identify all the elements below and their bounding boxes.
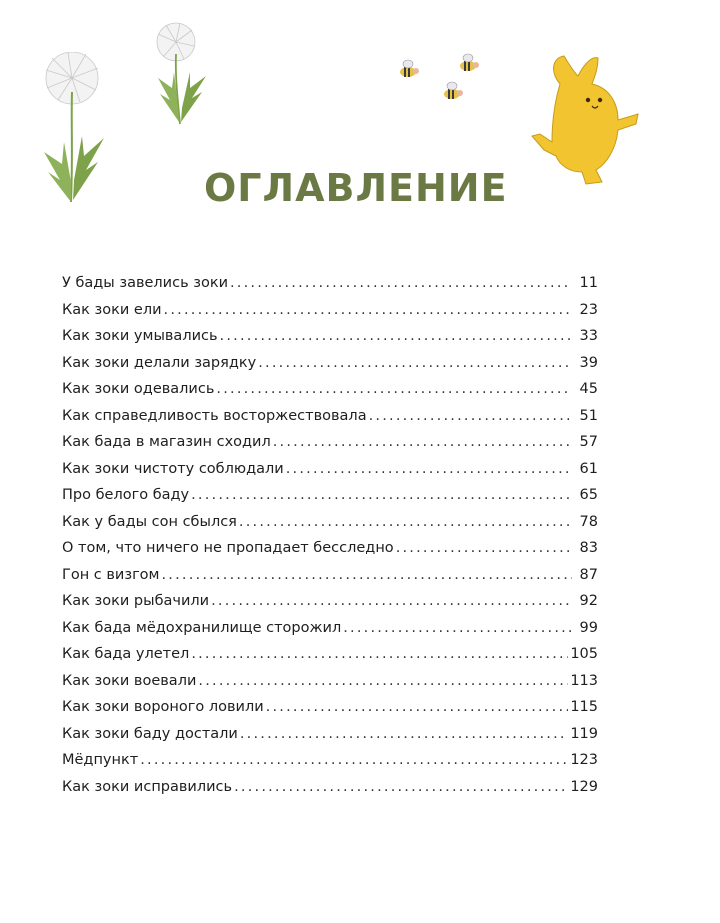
toc-leader-dots <box>369 403 572 430</box>
toc-entry <box>62 350 598 377</box>
toc-entry-page-number: 65 <box>579 487 598 503</box>
toc-entry <box>62 774 598 801</box>
toc-entry-title: У бады завелись зоки <box>62 275 228 291</box>
toc-entry-title: Как у бады сон сбылся <box>62 513 237 530</box>
toc-entry-page-number: 23 <box>579 301 598 318</box>
toc-entry-page-number: 61 <box>579 460 598 477</box>
toc-leader-dots <box>234 774 568 801</box>
toc-entry-title: Как зоки умывались <box>62 328 218 344</box>
toc-entry-page-number: 51 <box>579 407 598 424</box>
toc-entry <box>62 535 598 562</box>
toc-leader-dots <box>140 747 568 774</box>
toc-entry-page-number: 105 <box>570 646 598 662</box>
toc-entry-title: Как зоки чистоту соблюдали <box>62 460 284 477</box>
toc-entry-page-number: 92 <box>579 593 598 609</box>
toc-entry-page-number: 39 <box>579 354 598 371</box>
toc-entry-page-number: 33 <box>579 328 598 344</box>
toc-leader-dots <box>164 297 572 324</box>
toc-leader-dots <box>230 270 572 297</box>
toc-entry <box>62 747 598 774</box>
toc-entry-title: Как бада мёдохранилище сторожил <box>62 619 342 636</box>
toc-entry-title: Как бада в магазин сходил <box>62 434 271 450</box>
toc-leader-dots <box>198 668 568 695</box>
toc-leader-dots <box>162 562 573 589</box>
toc-leader-dots <box>211 588 572 615</box>
toc-entry-page-number: 129 <box>570 778 598 795</box>
toc-entry-title: Как зоки баду достали <box>62 725 238 742</box>
toc-entry-title: Как справедливость восторжествовала <box>62 407 367 424</box>
toc-entry <box>62 588 598 615</box>
toc-entry-title: Как зоки ели <box>62 301 162 318</box>
toc-entry-page-number: 11 <box>579 275 598 291</box>
toc-leader-dots <box>240 721 568 748</box>
toc-entry-title: Как зоки воевали <box>62 672 197 689</box>
table-of-contents <box>62 270 598 800</box>
toc-entry-page-number: 119 <box>570 725 598 742</box>
toc-entry <box>62 562 598 589</box>
toc-entry-page-number: 87 <box>579 566 598 583</box>
toc-entry-page-number: 83 <box>579 540 598 556</box>
toc-entry-title: Как зоки рыбачили <box>62 593 210 609</box>
toc-leader-dots <box>286 456 572 483</box>
toc-leader-dots <box>191 641 568 668</box>
toc-leader-dots <box>396 535 572 562</box>
toc-entry <box>62 482 598 509</box>
toc-leader-dots <box>266 694 569 721</box>
toc-entry-title: Как бада улетел <box>62 646 190 662</box>
toc-entry-title: Как зоки делали зарядку <box>62 354 257 371</box>
toc-leader-dots <box>220 323 572 350</box>
mascot-icon <box>526 54 646 186</box>
toc-entry-title: Мёдпункт <box>62 752 139 768</box>
page-title: ОГЛАВЛЕНИЕ <box>204 166 508 210</box>
toc-entry-page-number: 115 <box>570 699 598 715</box>
toc-leader-dots <box>273 429 572 456</box>
toc-entry <box>62 641 598 668</box>
toc-entry-title: Как зоки одевались <box>62 381 215 397</box>
toc-entry-title: Гон с визгом <box>62 566 160 583</box>
toc-entry-page-number: 123 <box>570 752 598 768</box>
toc-leader-dots <box>191 482 572 509</box>
toc-entry <box>62 456 598 483</box>
bee-icon <box>396 50 496 110</box>
toc-entry <box>62 509 598 536</box>
toc-entry-title: Как зоки вороного ловили <box>62 699 264 715</box>
toc-entry-title: О том, что ничего не пропадает бесследно <box>62 540 394 556</box>
toc-entry-title: Про белого баду <box>62 487 190 503</box>
toc-entry <box>62 668 598 695</box>
toc-entry-page-number: 99 <box>579 619 598 636</box>
toc-entry <box>62 376 598 403</box>
toc-entry-page-number: 45 <box>579 381 598 397</box>
toc-entry <box>62 694 598 721</box>
toc-entry <box>62 429 598 456</box>
toc-leader-dots <box>216 376 572 403</box>
toc-leader-dots <box>343 615 572 642</box>
toc-entry-title: Как зоки исправились <box>62 778 233 795</box>
toc-entry <box>62 615 598 642</box>
toc-entry <box>62 297 598 324</box>
toc-leader-dots <box>258 350 572 377</box>
toc-entry <box>62 323 598 350</box>
dandelion-icon <box>150 22 212 127</box>
toc-entry <box>62 721 598 748</box>
toc-entry-page-number: 57 <box>579 434 598 450</box>
toc-entry <box>62 270 598 297</box>
toc-entry-page-number: 78 <box>579 513 598 530</box>
dandelion-icon <box>38 52 118 207</box>
toc-entry <box>62 403 598 430</box>
toc-leader-dots <box>239 509 572 536</box>
toc-entry-page-number: 113 <box>570 672 598 689</box>
